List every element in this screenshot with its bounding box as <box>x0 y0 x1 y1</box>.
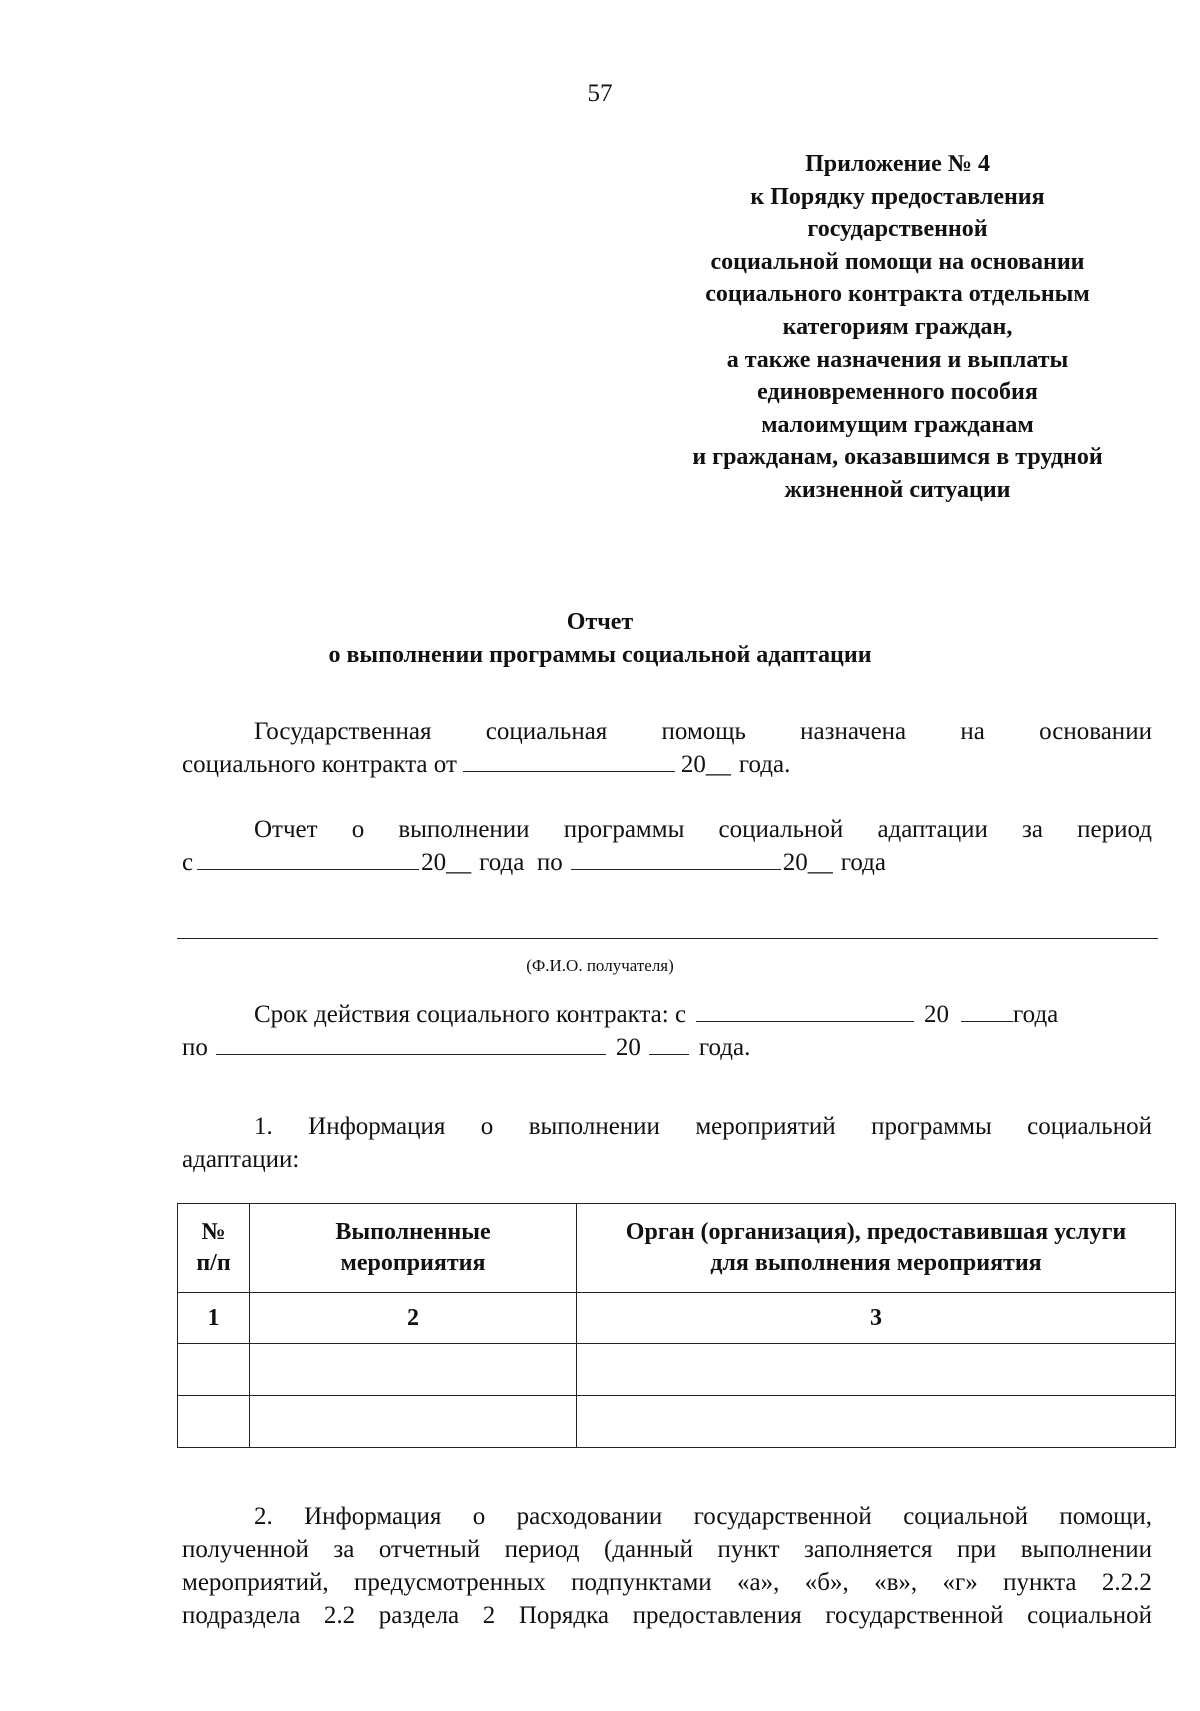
table-cell[interactable] <box>178 1344 250 1396</box>
contract-term-label: Срок действия социального контракта: с <box>254 1001 687 1028</box>
word: предусмотренных <box>353 1569 546 1596</box>
word: на <box>960 718 985 745</box>
word: 2. <box>254 1503 273 1530</box>
word: 2.2 <box>323 1602 356 1629</box>
paragraph-line <box>182 1566 1152 1599</box>
table-cell[interactable] <box>250 1396 577 1448</box>
word: социальной <box>903 1503 1029 1530</box>
word: программы <box>871 1113 992 1140</box>
word: подпунктами <box>571 1569 712 1596</box>
paragraph-social-aid-basis <box>182 715 1152 781</box>
word: «б», <box>804 1569 849 1596</box>
period-start-field[interactable] <box>197 849 419 870</box>
table-row <box>178 1396 1176 1448</box>
word: 2 <box>482 1602 496 1629</box>
word: полученной <box>182 1536 309 1563</box>
contract-term-year-field[interactable] <box>961 1001 1013 1022</box>
word: о <box>472 1503 486 1530</box>
word: назначена <box>800 718 907 745</box>
table-cell[interactable] <box>178 1396 250 1448</box>
report-title <box>0 606 1200 672</box>
contract-term-start-field[interactable] <box>696 1001 914 1022</box>
appendix-line: категориям граждан, <box>782 313 1013 340</box>
paragraph-line <box>182 1110 1152 1143</box>
word: Информация <box>308 1113 446 1140</box>
contract-term-year-prefix: 20 <box>924 1001 950 1028</box>
contract-year: 20__ <box>680 751 731 778</box>
paragraph-line <box>182 1533 1152 1566</box>
contract-term-year2-field[interactable] <box>649 1034 689 1055</box>
table-cell[interactable] <box>577 1396 1176 1448</box>
word: заполняется <box>804 1536 933 1563</box>
paragraph-contract-term <box>182 998 1152 1064</box>
appendix-line: социальной помощи на основании <box>710 248 1085 275</box>
paragraph-line <box>182 813 1152 846</box>
section-1-heading <box>182 1110 1152 1176</box>
word: период <box>1077 816 1152 843</box>
page-number: 57 <box>587 80 613 107</box>
paragraph-line <box>182 1500 1152 1533</box>
word: Отчет <box>254 816 318 843</box>
table-header-row <box>178 1204 1176 1293</box>
word: отчетный <box>378 1536 481 1563</box>
appendix-line: и гражданам, оказавшимся в трудной <box>692 444 1103 471</box>
word: Порядка <box>518 1602 609 1629</box>
table-column-numbers-row <box>178 1293 1176 1344</box>
word: 2.2.2 <box>1101 1569 1152 1596</box>
word: мероприятий <box>695 1113 836 1140</box>
word: «а», <box>737 1569 780 1596</box>
contract-term-to-label: по <box>182 1034 208 1061</box>
section-2-text <box>182 1500 1152 1632</box>
table-row <box>178 1344 1176 1396</box>
word: период <box>504 1536 580 1563</box>
appendix-line: а также назначения и выплаты <box>726 346 1069 373</box>
word: помощь <box>661 718 746 745</box>
recipient-name-caption: (Ф.И.О. получателя) <box>526 956 674 975</box>
paragraph-line <box>182 715 1152 748</box>
word: «в», <box>874 1569 918 1596</box>
word: адаптации: <box>182 1146 300 1173</box>
word: социальной <box>1027 1113 1152 1140</box>
appendix-line: Приложение № 4 <box>805 151 990 177</box>
paragraph-line <box>182 846 1152 879</box>
word: государственной <box>693 1503 872 1530</box>
word: выполнении <box>1020 1536 1152 1563</box>
column-number: 2 <box>250 1293 577 1344</box>
word: социальная <box>485 718 608 745</box>
word: о <box>480 1113 494 1140</box>
year-word: года <box>1013 1001 1059 1028</box>
contract-date-label: социального контракта от <box>182 751 457 778</box>
word: за <box>1022 816 1043 843</box>
word: (данный <box>603 1536 694 1563</box>
column-number: 1 <box>178 1293 250 1344</box>
word: расходовании <box>516 1503 663 1530</box>
period-start-year: 20__ <box>421 849 472 876</box>
word: выполнении <box>398 816 530 843</box>
paragraph-line <box>182 1143 1152 1176</box>
report-title-sub: о выполнении программы социальной адаптации <box>328 642 872 668</box>
word: за <box>333 1536 355 1563</box>
word: помощи, <box>1059 1503 1152 1530</box>
word: пункта <box>1003 1569 1077 1596</box>
column-header-organization: Орган (организация), предоставившая услуги для выполнения мероприятия <box>577 1204 1176 1293</box>
word: социальной <box>1027 1602 1152 1629</box>
appendix-line: единовременного пособия <box>757 379 1038 406</box>
appendix-line: жизненной ситуации <box>784 476 1011 503</box>
table-cell[interactable] <box>577 1344 1176 1396</box>
contract-date-field[interactable] <box>463 751 675 772</box>
word: государственной <box>825 1602 1004 1629</box>
word: Государственная <box>254 718 432 745</box>
paragraph-line <box>182 1031 1152 1064</box>
column-header-events: Выполненные мероприятия <box>250 1204 577 1293</box>
paragraph-line <box>182 748 1152 781</box>
contract-term-end-field[interactable] <box>216 1034 606 1055</box>
appendix-line: к Порядку предоставления <box>750 183 1045 210</box>
column-number: 3 <box>577 1293 1176 1344</box>
word: адаптации <box>877 816 988 843</box>
paragraph-report-period <box>182 813 1152 879</box>
word: выполнении <box>528 1113 660 1140</box>
paragraph-line <box>182 998 1152 1031</box>
word: подраздела <box>182 1602 301 1629</box>
column-header-number: № п/п <box>178 1204 250 1293</box>
word: «г» <box>942 1569 978 1596</box>
contract-term-year2-prefix: 20 <box>615 1034 641 1061</box>
word: о <box>351 816 365 843</box>
appendix-line: социального контракта отдельным <box>705 281 1090 308</box>
period-end-year: 20__ <box>782 849 833 876</box>
word: социальной <box>718 816 844 843</box>
year-word: года. <box>698 1034 751 1061</box>
period-end-field[interactable] <box>571 849 781 870</box>
word: 1. <box>254 1113 273 1140</box>
word: мероприятий, <box>182 1569 329 1596</box>
appendix-line: малоимущим гражданам <box>761 411 1034 438</box>
word: пункт <box>717 1536 780 1563</box>
word: основании <box>1039 718 1152 745</box>
appendix-header <box>625 148 1170 507</box>
word: при <box>956 1536 997 1563</box>
period-from-label: с <box>182 849 194 876</box>
word: Информация <box>304 1503 442 1530</box>
paragraph-line <box>182 1599 1152 1632</box>
period-to-label: года по <box>479 849 563 876</box>
word: раздела <box>378 1602 460 1629</box>
year-word: года <box>840 849 886 876</box>
events-table <box>177 1203 1176 1448</box>
report-title-main: Отчет <box>566 609 634 635</box>
year-word: года. <box>738 751 791 778</box>
table-cell[interactable] <box>250 1344 577 1396</box>
appendix-line: государственной <box>807 216 988 243</box>
recipient-name-field[interactable] <box>177 938 1158 939</box>
word: предоставления <box>632 1602 802 1629</box>
word: программы <box>563 816 685 843</box>
